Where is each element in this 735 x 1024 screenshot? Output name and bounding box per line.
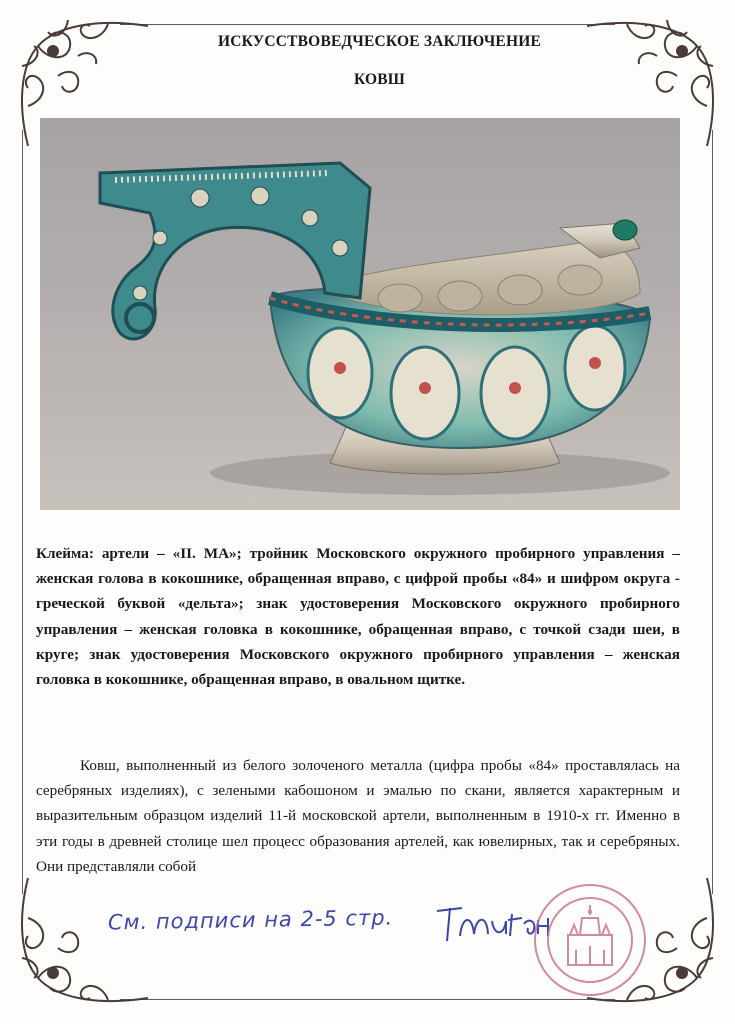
- border-line-right: [712, 130, 713, 894]
- round-stamp-icon: [530, 880, 650, 1000]
- border-line-top: [120, 24, 615, 25]
- enameled-kovsh-icon: [40, 118, 680, 510]
- handwritten-note: См. подписи на 2-5 стр.: [107, 905, 394, 935]
- border-line-left: [22, 130, 23, 894]
- kovsh-photo: [40, 118, 680, 510]
- hallmarks-paragraph: Клейма: артели – «II. МА»; тройник Московского окружного пробирного управления – женская голова в кокошнике, обращенная вправо, с цифрой пробы «84» и шифром округа - греческой буквой «дельта»; знак удостоверения Московского окружного пробирного управления – женская головка в кокошнике, обращенная вправо, с точкой сзади шеи, в круге; знак удостоверения Московского окружного пробирного управления – женская головка в кокошнике, обращенная вправо, в овальном щитке.: [36, 545, 680, 689]
- document-title: ИСКУССТВОВЕДЧЕСКОЕ ЗАКЛЮЧЕНИЕ: [217, 33, 542, 50]
- description-text: Ковш, выполненный из белого золоченого металла (цифра пробы «84» проставлялась на серебряных изделиях), с зелеными кабошоном и эмалью по скани, является характерным и выразительным образцом изделий 11-й московской артели, выполненным в 1910-х гг. Именно в эти годы в древней столице шел процесс образования артелей, как ювелирных, так и серебряных. Они представляли собой: [36, 757, 680, 875]
- document-subject: КОВШ: [353, 71, 406, 88]
- ornament-corner-bottom-left: [8, 868, 158, 1018]
- description-paragraph: [36, 753, 680, 879]
